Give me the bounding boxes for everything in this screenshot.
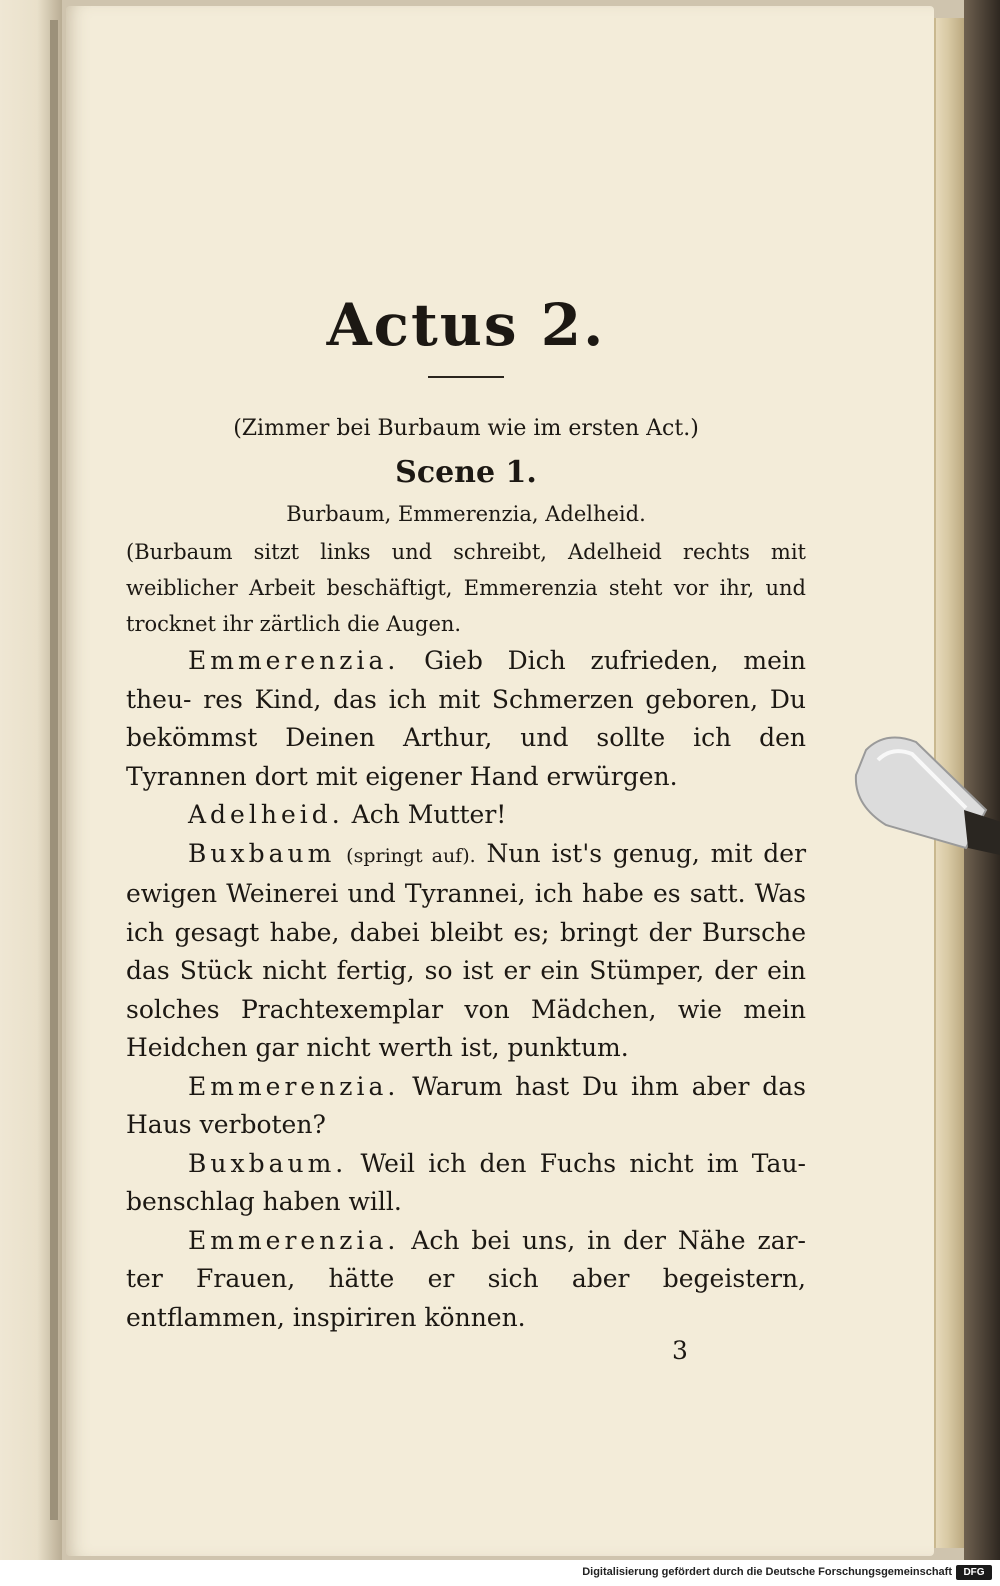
speech-text: Ach Mutter! <box>351 800 507 829</box>
title-rule <box>428 376 504 378</box>
page-clip <box>846 730 1000 860</box>
stage-direction: (Burbaum sitzt links und schreibt, Adelheid rechts mit weiblicher Arbeit beschäftigt, Emmerenzia steht vor ihr, und trocknet ihr zärtlich die Augen. <box>126 540 806 636</box>
speech <box>126 835 806 1068</box>
speaker: Emmerenzia. <box>188 646 400 675</box>
page-text <box>126 290 806 1337</box>
speaker: Emmerenzia. <box>188 1225 400 1255</box>
act-title: Actus 2. <box>326 291 606 359</box>
speech <box>126 642 806 796</box>
scene-title: Scene 1. <box>395 455 537 490</box>
speech <box>126 1222 806 1338</box>
speech <box>126 1068 806 1145</box>
speech-text: Ach bei uns, in der Nähe zar- ter Frauen, hätte er sich aber begeistern, entflammen, inspiriren können. <box>126 1225 806 1332</box>
speaker: Buxbaum <box>188 838 336 868</box>
speech-text: Gieb Dich zufrieden, mein theu- res Kind, das ich mit Schmerzen geboren, Du bekömmst Deinen Arthur, und sollte ich den Tyrannen dort mit eigener Hand erwürgen. <box>126 646 806 791</box>
scene-persons: Burbaum, Emmerenzia, Adelheid. <box>286 502 646 526</box>
speech-text: Warum hast Du ihm aber das Haus verboten? <box>126 1071 807 1139</box>
speech-text: Weil ich den Fuchs nicht im Tau- benschlag haben will. <box>126 1148 806 1216</box>
speech <box>126 796 806 835</box>
dfg-logo: DFG <box>956 1565 992 1580</box>
speaker: Emmerenzia. <box>188 1071 400 1101</box>
speaker: Buxbaum. <box>188 1148 348 1178</box>
page-number: 3 <box>672 1336 688 1365</box>
speech-aside: (springt auf). <box>346 844 476 867</box>
speaker: Adelheid. <box>188 800 344 829</box>
footer-credit: Digitalisierung gefördert durch die Deutsche Forschungsgemeinschaft <box>582 1566 952 1578</box>
left-page-gutter <box>50 20 58 1520</box>
footer-bar <box>0 1560 1000 1586</box>
stage-location: (Zimmer bei Burbaum wie im ersten Act.) <box>233 416 699 441</box>
speech-text: Nun ist's genug, mit der ewigen Weinerei und Tyrannei, ich habe es satt. Was ich gesagt habe, dabei bleibt es; bringt der Bursche das Stück nicht fertig, so ist er ein Stümper, der ein solches Prachtexemplar von Mädchen, wie mein Heidchen gar nicht werth ist, punktum. <box>126 838 807 1062</box>
speech <box>126 1145 806 1222</box>
